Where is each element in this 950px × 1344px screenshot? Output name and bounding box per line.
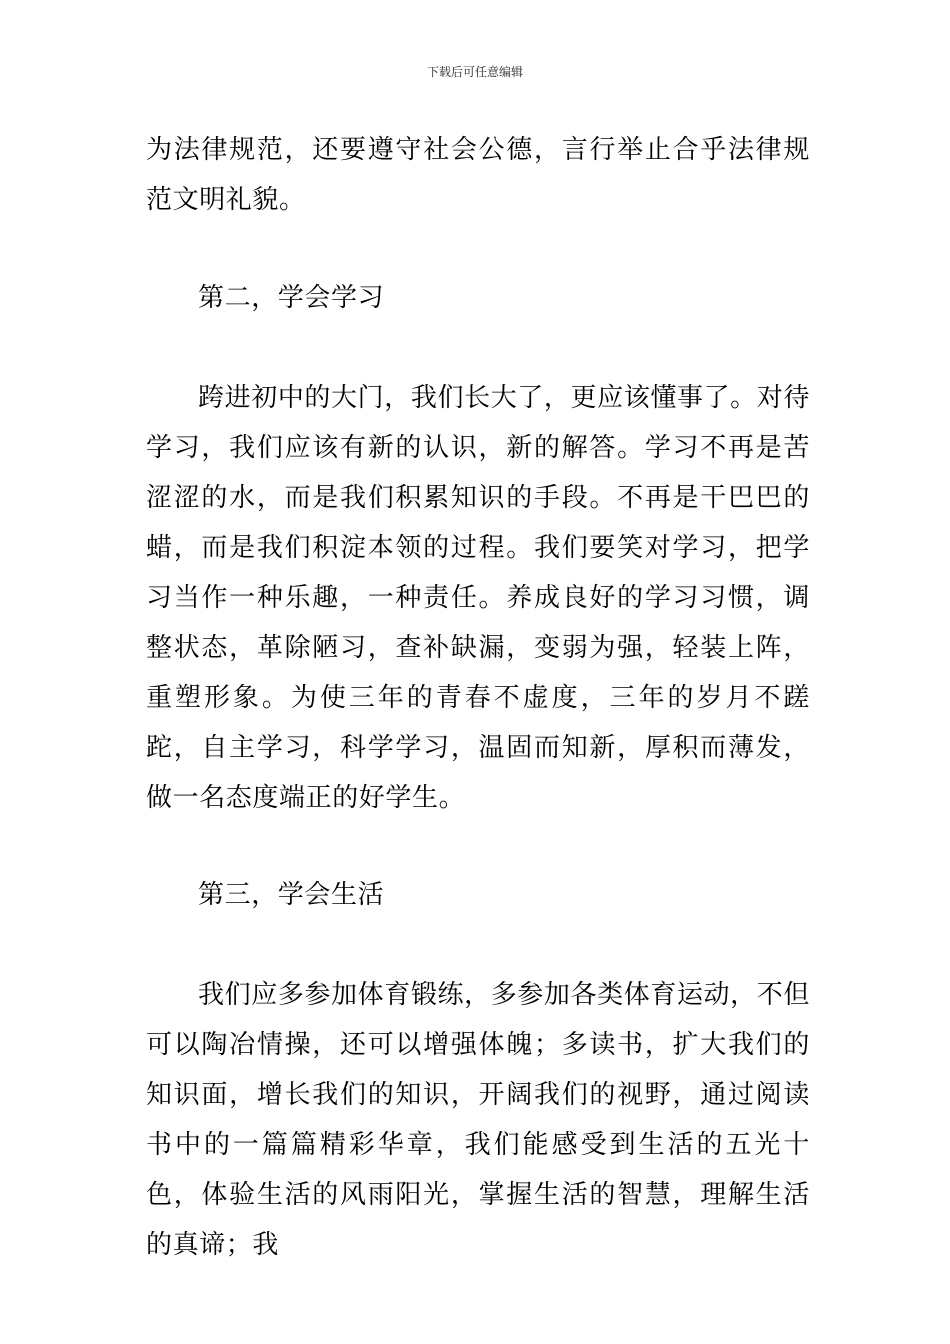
section-2-paragraph: 跨进初中的大门，我们长大了，更应该懂事了。对待学习，我们应该有新的认识，新的解答。学习不再是苦涩涩的水，而是我们积累知识的手段。不再是干巴巴的蜡，而是我们积淀本领的过程。我们要笑对学习，把学习当作一种乐趣，一种责任。养成良好的学习习惯，调整状态，革除陋习，查补缺漏，变弱为强，轻装上阵，重塑形象。为使三年的青春不虚度，三年的岁月不蹉跎，自主学习，科学学习，温固而知新，厚积而薄发，做一名态度端正的好学生。 <box>146 383 810 813</box>
page-header: 下载后可任意编辑 <box>426 65 523 79</box>
continued-paragraph: 为法律规范，还要遵守社会公德，言行举止合乎法律规范文明礼貌。 <box>146 135 810 215</box>
section-2-heading: 第二，学会学习 <box>198 283 385 313</box>
section-3-heading: 第三，学会生活 <box>198 880 385 910</box>
section-3-paragraph: 我们应多参加体育锻练，多参加各类体育运动，不但可以陶冶情操，还可以增强体魄；多读书，扩大我们的知识面，增长我们的知识，开阔我们的视野，通过阅读书中的一篇篇精彩华章，我们能感受到生活的五光十色，体验生活的风雨阳光，掌握生活的智慧，理解生活的真谛；我 <box>146 980 810 1260</box>
